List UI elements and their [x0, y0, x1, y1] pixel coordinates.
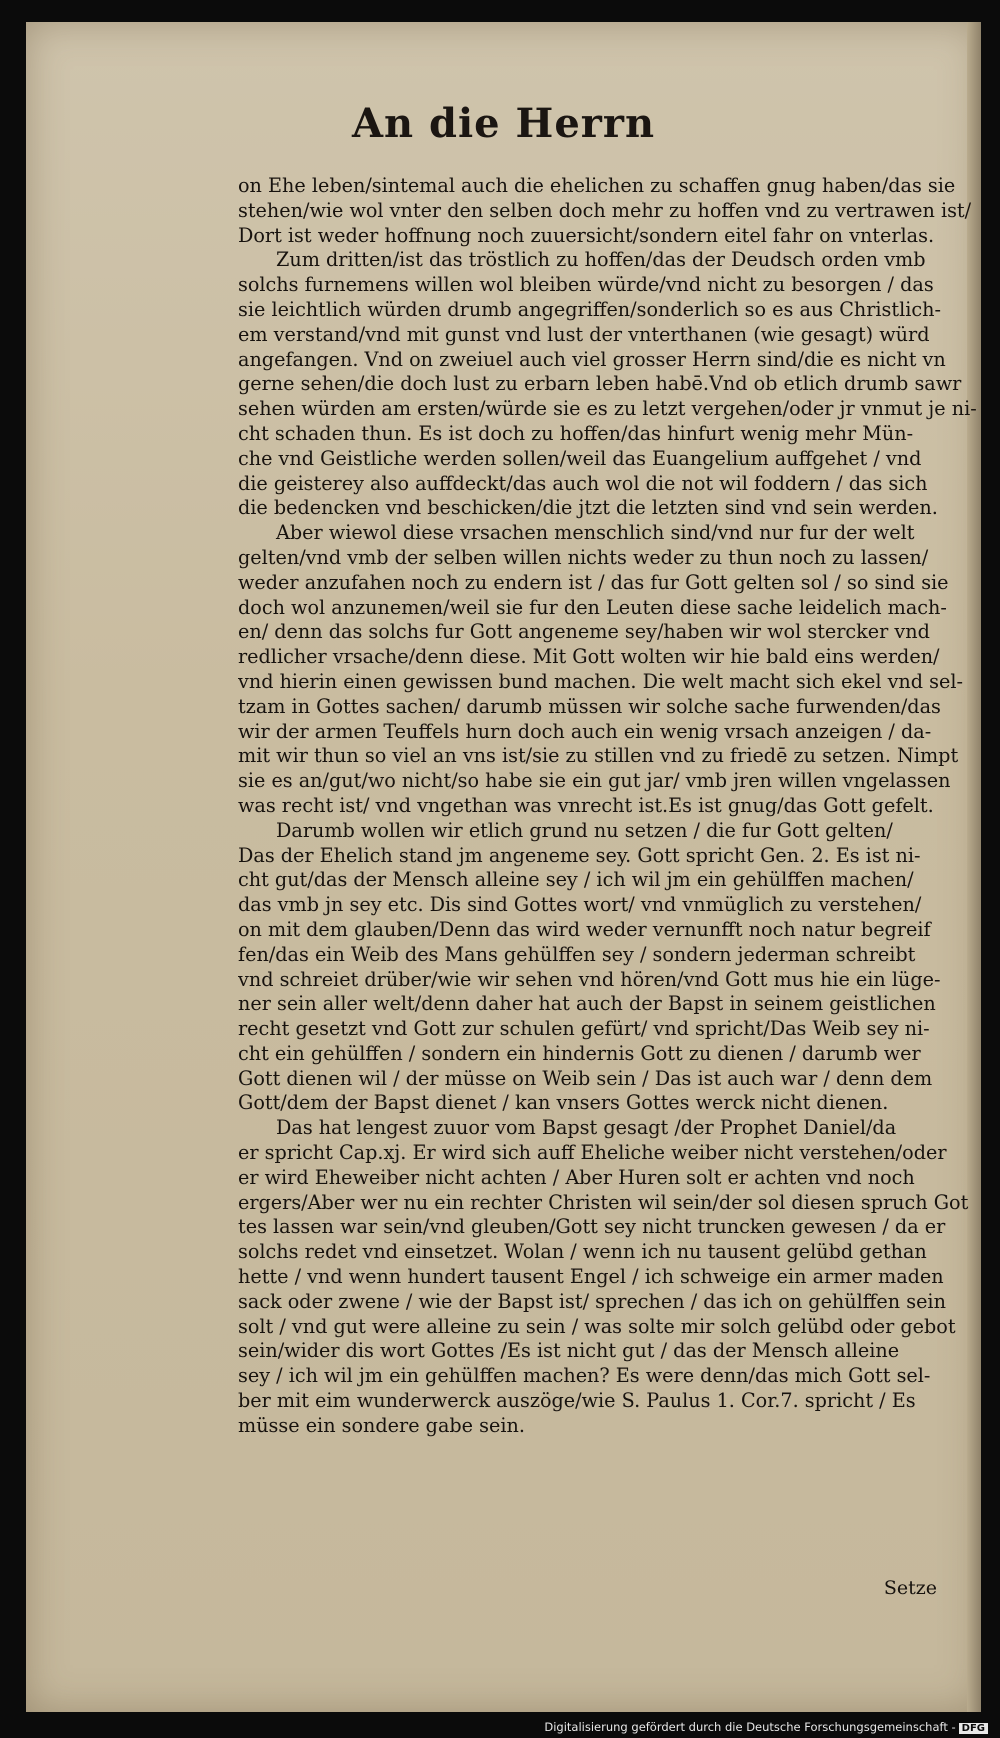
text-line: Gott/dem der Bapst dienet / kan vnsers Gottes werck nicht dienen.: [238, 1091, 889, 1115]
text-line: tes lassen war sein/vnd gleuben/Gott sey nicht truncken gewesen / da er: [238, 1215, 946, 1239]
footer-credit: [544, 1720, 988, 1734]
text-line: die geisterey also auffdeckt/das auch wol die not wil foddern / das sich: [238, 471, 928, 495]
text-line: Aber wiewol diese vrsachen menschlich sind/vnd nur fur der welt: [276, 521, 915, 545]
text-line: ner sein aller welt/denn daher hat auch der Bapst in seinem geistlichen: [238, 992, 936, 1016]
text-line: Gott dienen wil / der müsse on Weib sein / Das ist auch war / denn dem: [238, 1066, 933, 1090]
text-line: solchs furnemens willen wol bleiben würde/vnd nicht zu besorgen / das: [238, 273, 934, 297]
text-line: wir der armen Teuffels hurn doch auch ein wenig vrsach anzeigen / da-: [238, 719, 932, 743]
text-line: Darumb wollen wir etlich grund nu setzen / die fur Gott gelten/: [276, 818, 893, 842]
text-line: mit wir thun so viel an vns ist/sie zu stillen vnd zu friedē zu setzen. Nimpt: [238, 744, 959, 768]
text-line: en/ denn das solchs fur Gott angeneme sey/haben wir wol stercker vnd: [238, 620, 930, 644]
text-line: sey / ich wil jm ein gehülffen machen? Es were denn/das mich Gott sel-: [238, 1364, 931, 1388]
text-line: hette / vnd wenn hundert tausent Engel / ich schweige ein armer maden: [238, 1265, 944, 1289]
text-line: redlicher vrsache/denn diese. Mit Gott wolten wir hie bald eins werden/: [238, 645, 940, 669]
text-line: sack oder zwene / wie der Bapst ist/ sprechen / das ich on gehülffen sein: [238, 1289, 946, 1313]
text-line: das vmb jn sey etc. Dis sind Gottes wort/ vnd vnmüglich zu verstehen/: [238, 893, 922, 917]
catchword: Setze: [883, 1577, 937, 1599]
text-line: Zum dritten/ist das tröstlich zu hoffen/das der Deudsch orden vmb: [276, 248, 926, 272]
text-line: cht ein gehülffen / sondern ein hindernis Gott zu dienen / darumb wer: [238, 1041, 921, 1065]
text-line: vnd schreiet drüber/wie wir sehen vnd hören/vnd Gott mus hie ein lüge-: [238, 967, 941, 991]
text-line: Das hat lengest zuuor vom Bapst gesagt /der Prophet Daniel/da: [276, 1116, 897, 1140]
text-line: em verstand/vnd mit gunst vnd lust der vnterthanen (wie gesagt) würd: [238, 322, 930, 346]
text-line: on Ehe leben/sintemal auch die ehelichen zu schaffen gnug haben/das sie: [238, 174, 956, 197]
text-line: sie es an/gut/wo nicht/so habe sie ein gut jar/ vmb jren willen vngelassen: [238, 769, 951, 793]
body-text: [238, 174, 1000, 1439]
text-line: sie leichtlich würden drumb angegriffen/sonderlich so es aus Christlich-: [238, 297, 941, 321]
text-line: stehen/wie wol vnter den selben doch mehr zu hoffen vnd zu vertrawen ist/: [238, 198, 972, 222]
text-line: sehen würden am ersten/würde sie es zu letzt vergehen/oder jr vnmut je ni-: [238, 397, 977, 421]
text-line: sein/wider dis wort Gottes /Es ist nicht gut / das der Mensch alleine: [238, 1339, 900, 1363]
text-line: solchs redet vnd einsetzet. Wolan / wenn ich nu tausent gelübd gethan: [238, 1240, 927, 1264]
text-line: doch wol anzunemen/weil sie fur den Leuten diese sache leidelich mach-: [238, 595, 947, 619]
text-line: recht gesetzt vnd Gott zur schulen gefürt/ vnd spricht/Das Weib sey ni-: [238, 1017, 930, 1041]
running-head: An die Herrn: [351, 100, 656, 147]
text-line: weder anzufahen noch zu endern ist / das fur Gott gelten sol / so sind sie: [238, 570, 949, 594]
text-line: ber mit eim wunderwerck auszöge/wie S. Paulus 1. Cor.7. spricht / Es: [238, 1389, 916, 1413]
text-line: ergers/Aber wer nu ein rechter Christen wil sein/der sol diesen spruch Got: [238, 1190, 969, 1214]
footer-text: Digitalisierung gefördert durch die Deutsche Forschungsgemeinschaft -: [544, 1720, 956, 1734]
text-line: che vnd Geistliche werden sollen/weil das Euangelium auffgehet / vnd: [238, 446, 922, 470]
text-line: fen/das ein Weib des Mans gehülffen sey / sondern jederman schreibt: [238, 942, 916, 966]
text-line: solt / vnd gut were alleine zu sein / was solte mir solch gelübd oder gebot: [238, 1314, 956, 1338]
text-line: cht schaden thun. Es ist doch zu hoffen/das hinfurt wenig mehr Mün-: [238, 421, 914, 445]
text-line: on mit dem glauben/Denn das wird weder vernunfft noch natur begreif: [238, 917, 931, 941]
text-line: die bedencken vnd beschicken/die jtzt die letzten sind vnd sein werden.: [238, 496, 938, 520]
text-line: gelten/vnd vmb der selben willen nichts weder zu thun noch zu lassen/: [238, 545, 929, 569]
text-line: gerne sehen/die doch lust zu erbarn leben habē.Vnd ob etlich drumb sawr: [238, 372, 962, 396]
text-line: vnd hierin einen gewissen bund machen. Die welt macht sich ekel vnd sel-: [238, 669, 963, 693]
text-line: er spricht Cap.xj. Er wird sich auff Eheliche weiber nicht verstehen/oder: [238, 1141, 947, 1165]
dfg-logo: DFG: [959, 1723, 988, 1734]
text-line: was recht ist/ vnd vngethan was vnrecht ist.Es ist gnug/das Gott gefelt.: [238, 793, 934, 817]
text-line: angefangen. Vnd on zweiuel auch viel grosser Herrn sind/die es nicht vn: [238, 347, 946, 371]
text-line: müsse ein sondere gabe sein.: [238, 1413, 525, 1437]
text-line: tzam in Gottes sachen/ darumb müssen wir solche sache furwenden/das: [238, 694, 941, 718]
text-line: er wird Eheweiber nicht achten / Aber Huren solt er achten vnd noch: [238, 1165, 915, 1189]
text-line: Dort ist weder hoffnung noch zuuersicht/sondern eitel fahr on vnterlas.: [238, 223, 935, 247]
text-line: cht gut/das der Mensch alleine sey / ich wil jm ein gehülffen machen/: [238, 868, 914, 892]
book-page: [26, 22, 981, 1712]
text-line: Das der Ehelich stand jm angeneme sey. Gott spricht Gen. 2. Es ist ni-: [238, 843, 921, 867]
